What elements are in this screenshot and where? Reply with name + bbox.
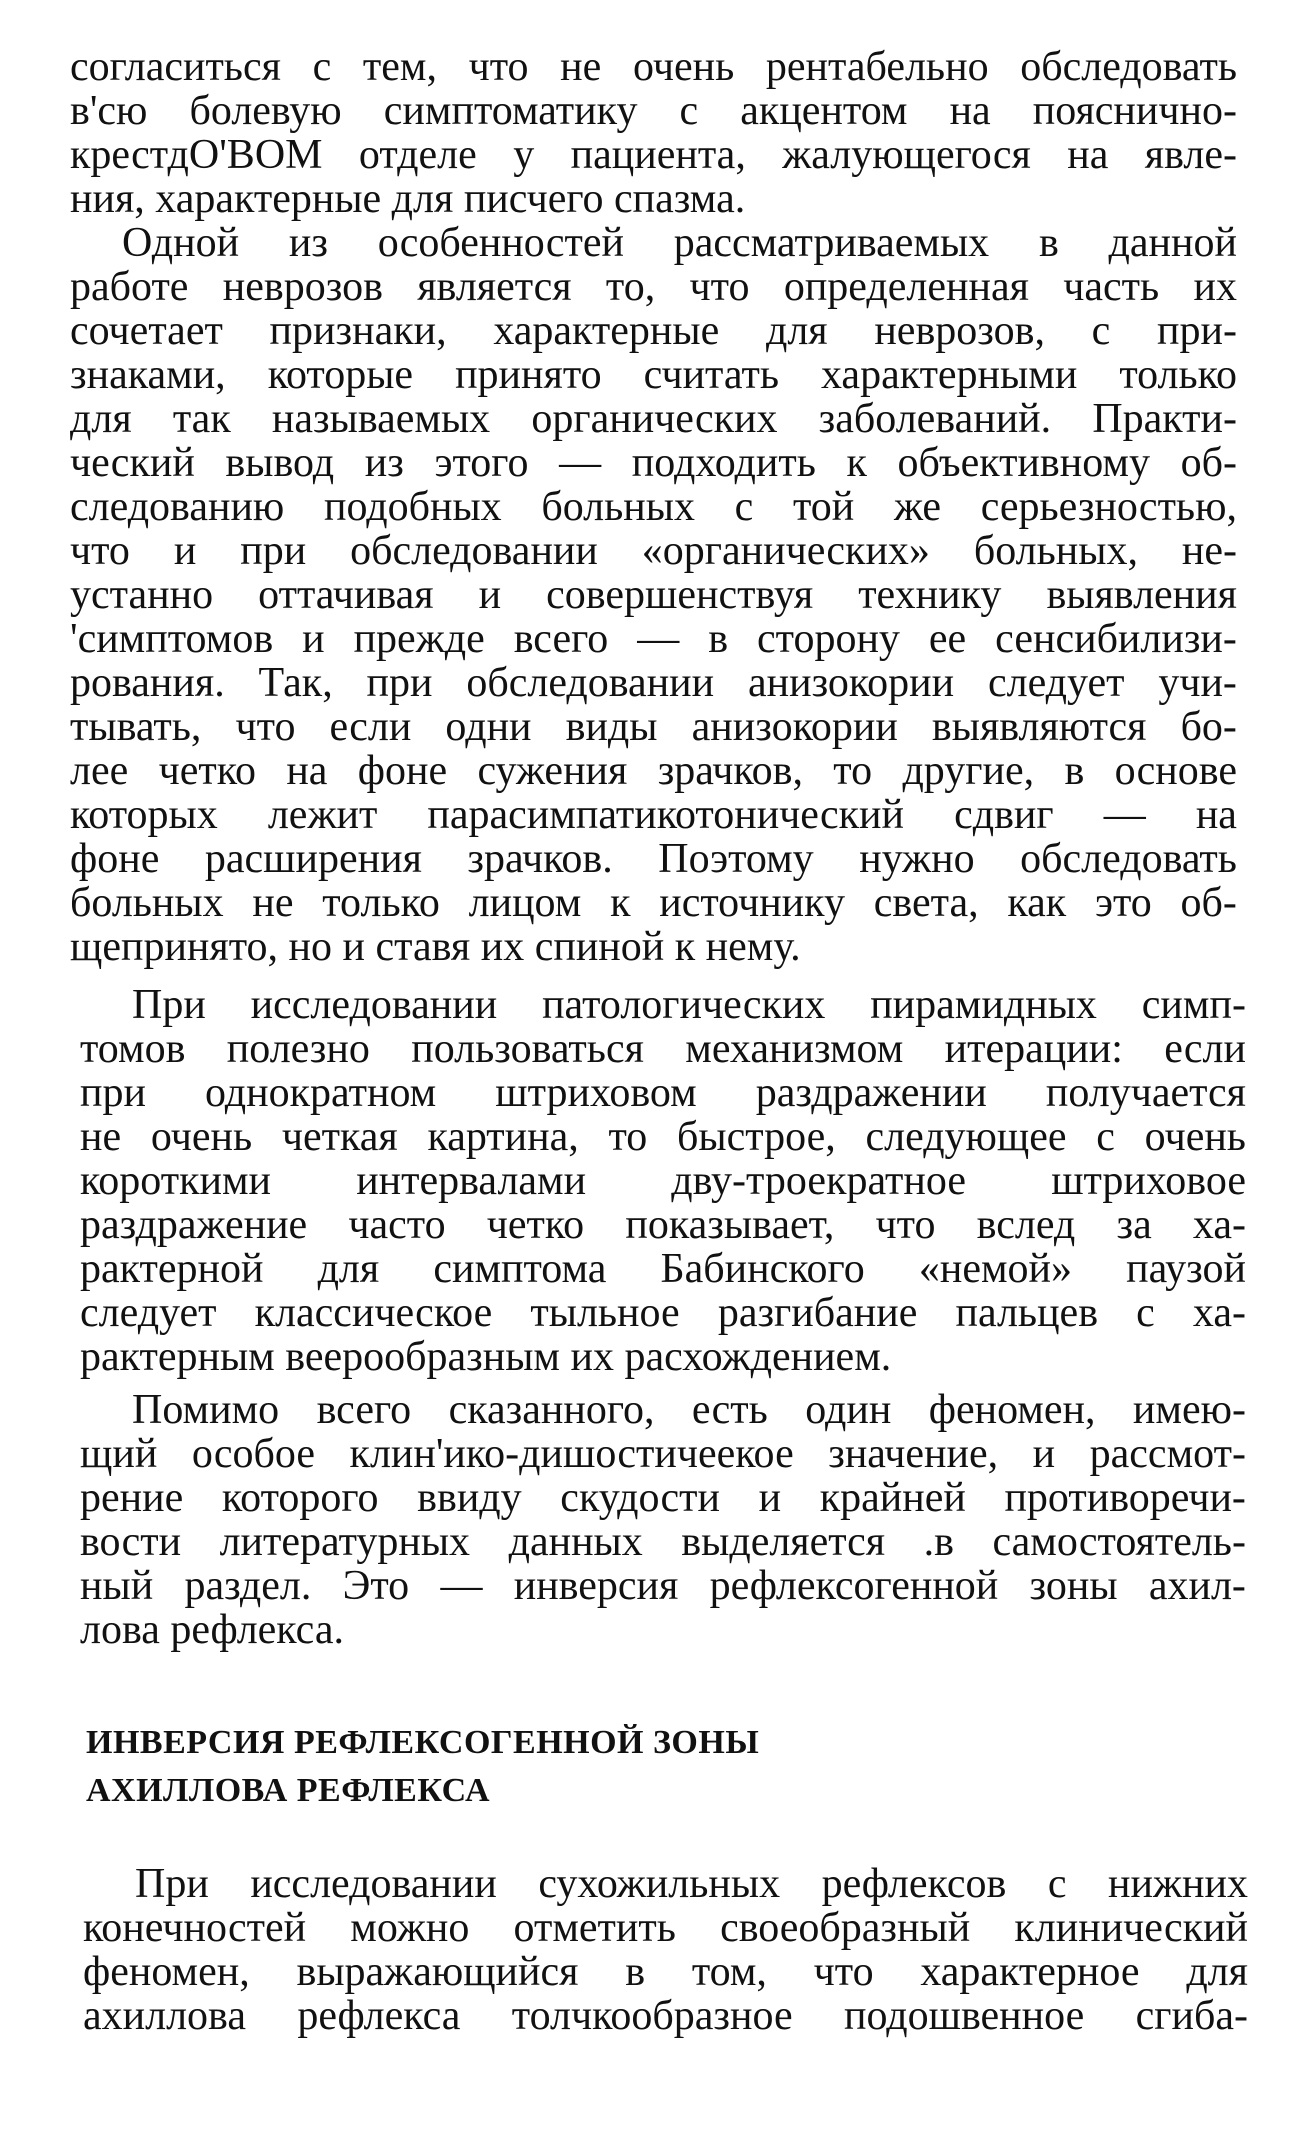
text-line: феномен, выражающийся в том, что характерное для [83,1949,1248,1995]
text-line: тывать, что если одни виды анизокории выявляются бо- [70,704,1237,750]
text-line: вости литературных данных выделяется .в самостоятель- [80,1519,1246,1565]
text-line: ческий вывод из этого — подходить к объективному об- [70,440,1237,486]
text-line: что и при обследовании «органических» больных, не- [70,528,1237,574]
text-line: для так называемых органических заболеваний. Практи- [70,396,1237,442]
text-line: согласиться с тем, что не очень рентабельно обследовать [70,44,1237,90]
text-line: устанно оттачивая и совершенствуя технику выявления [70,572,1237,618]
text-line: щепринято, но и ставя их спиной к нему. [70,924,801,970]
text-line: работе неврозов является то, что определенная часть их [70,264,1237,310]
text-line: лее четко на фоне сужения зрачков, то другие, в основе [70,748,1237,794]
text-line: фоне расширения зрачков. Поэтому нужно обследовать [70,836,1237,882]
text-line: следует классическое тыльное разгибание пальцев с ха- [80,1290,1246,1336]
text-line: конечностей можно отметить своеобразный клинический [83,1905,1248,1951]
text-line: следованию подобных больных с той же серьезностью, [70,484,1237,530]
text-line: томов полезно пользоваться механизмом итерации: если [80,1026,1246,1072]
text-line: при однократном штриховом раздражении получается [80,1070,1246,1116]
text-line: которых лежит парасимпатикотонический сдвиг — на [70,792,1237,838]
text-line: ный раздел. Это — инверсия рефлексогенной зоны ахил- [80,1563,1246,1609]
text-line: ахиллова рефлекса толчкообразное подошвенное сгиба- [83,1993,1248,2039]
text-line: рактерным веерообразным их расхождением. [80,1334,892,1380]
text-line: ния, характерные для писчего спазма. [70,176,746,222]
text-line: Одной из особенностей рассматриваемых в данной [122,220,1237,266]
text-line: Помимо всего сказанного, есть один феномен, имею- [132,1387,1246,1433]
text-line: лова рефлекса. [80,1607,344,1653]
text-line: крестдО'ВОМ отделе у пациента, жалующегося на явле- [70,132,1237,178]
text-line: короткими интервалами дву-троекратное штриховое [80,1158,1246,1204]
text-line: При исследовании патологических пирамидных симп- [132,982,1246,1028]
text-line: При исследовании сухожильных рефлексов с нижних [135,1861,1248,1907]
text-line: знаками, которые принято считать характерными только [70,352,1237,398]
section-heading-line-2: АХИЛЛОВА РЕФЛЕКСА [86,1772,491,1809]
text-line: 'симптомов и прежде всего — в сторону ее сенсибилизи- [70,616,1237,662]
text-line: рактерной для симптома Бабинского «немой» паузой [80,1246,1246,1292]
text-line: щий особое клин'ико-дишостичеекое значение, и рассмот- [80,1431,1246,1477]
section-heading-line-1: ИНВЕРСИЯ РЕФЛЕКСОГЕННОЙ ЗОНЫ [86,1724,760,1761]
text-line: не очень четкая картина, то быстрое, следующее с очень [80,1114,1246,1160]
text-line: раздражение часто четко показывает, что вслед за ха- [80,1202,1246,1248]
text-line: больных не только лицом к источнику света, как это об- [70,880,1237,926]
text-line: рования. Так, при обследовании анизокории следует учи- [70,660,1237,706]
text-line: сочетает признаки, характерные для неврозов, с при- [70,308,1237,354]
text-line: рение которого ввиду скудости и крайней противоречи- [80,1475,1246,1521]
text-line: в'сю болевую симптоматику с акцентом на пояснично- [70,88,1237,134]
